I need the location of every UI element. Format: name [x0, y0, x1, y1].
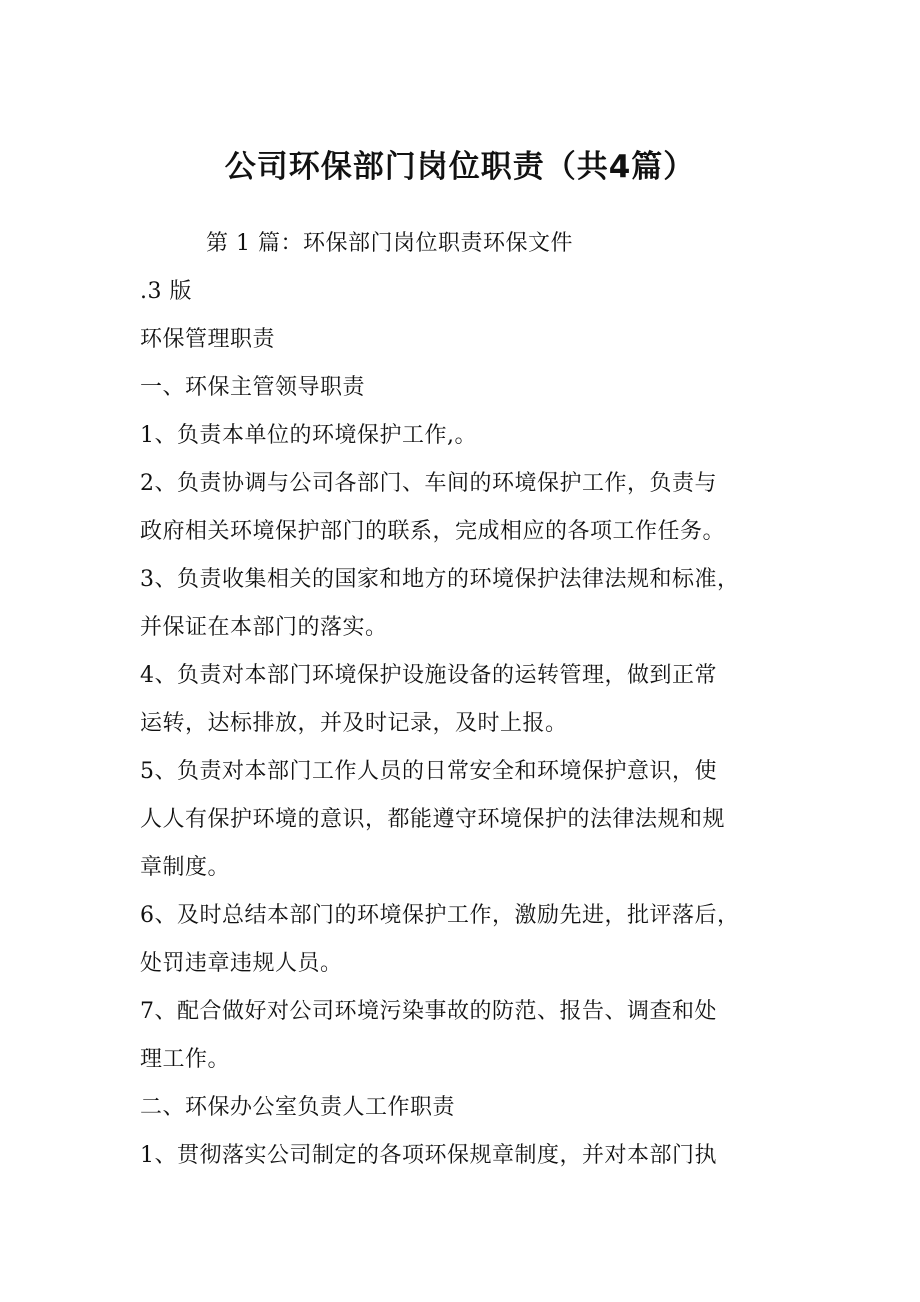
- version-line: .3 版: [140, 279, 192, 304]
- document-body: [140, 220, 800, 1180]
- text-line: 1、贯彻落实公司制定的各项环保规章制度，并对本部门执: [140, 1143, 717, 1168]
- text-line: 4、负责对本部门环境保护设施设备的运转管理，做到正常: [140, 663, 717, 688]
- subsection-heading: 一、环保主管领导职责: [140, 375, 366, 400]
- text-line: 3、负责收集相关的国家和地方的环境保护法律法规和标准，: [140, 567, 740, 592]
- text-line: 人人有保护环境的意识，都能遵守环境保护的法律法规和规: [140, 807, 726, 832]
- text-line: 1、负责本单位的环境保护工作,。: [140, 423, 477, 448]
- text-line: 5、负责对本部门工作人员的日常安全和环境保护意识，使: [140, 759, 717, 784]
- document-title: 公司环保部门岗位职责（共4篇）: [224, 149, 696, 185]
- text-line: 6、及时总结本部门的环境保护工作，激励先进，批评落后，: [140, 903, 740, 928]
- text-line: 理工作。: [140, 1047, 231, 1072]
- text-line: 2、负责协调与公司各部门、车间的环境保护工作，负责与: [140, 471, 717, 496]
- text-line: 政府相关环境保护部门的联系，完成相应的各项工作任务。: [140, 519, 726, 544]
- text-line: 并保证在本部门的落实。: [140, 615, 388, 640]
- text-line: 章制度。: [140, 855, 231, 880]
- chapter-heading: 第 1 篇：环保部门岗位职责环保文件: [206, 231, 573, 256]
- text-line: 7、配合做好对公司环境污染事故的防范、报告、调查和处: [140, 999, 717, 1024]
- text-line: 处罚违章违规人员。: [140, 951, 343, 976]
- section-heading: 环保管理职责: [140, 327, 276, 352]
- subsection-heading: 二、环保办公室负责人工作职责: [140, 1095, 456, 1120]
- text-line: 运转，达标排放，并及时记录，及时上报。: [140, 711, 568, 736]
